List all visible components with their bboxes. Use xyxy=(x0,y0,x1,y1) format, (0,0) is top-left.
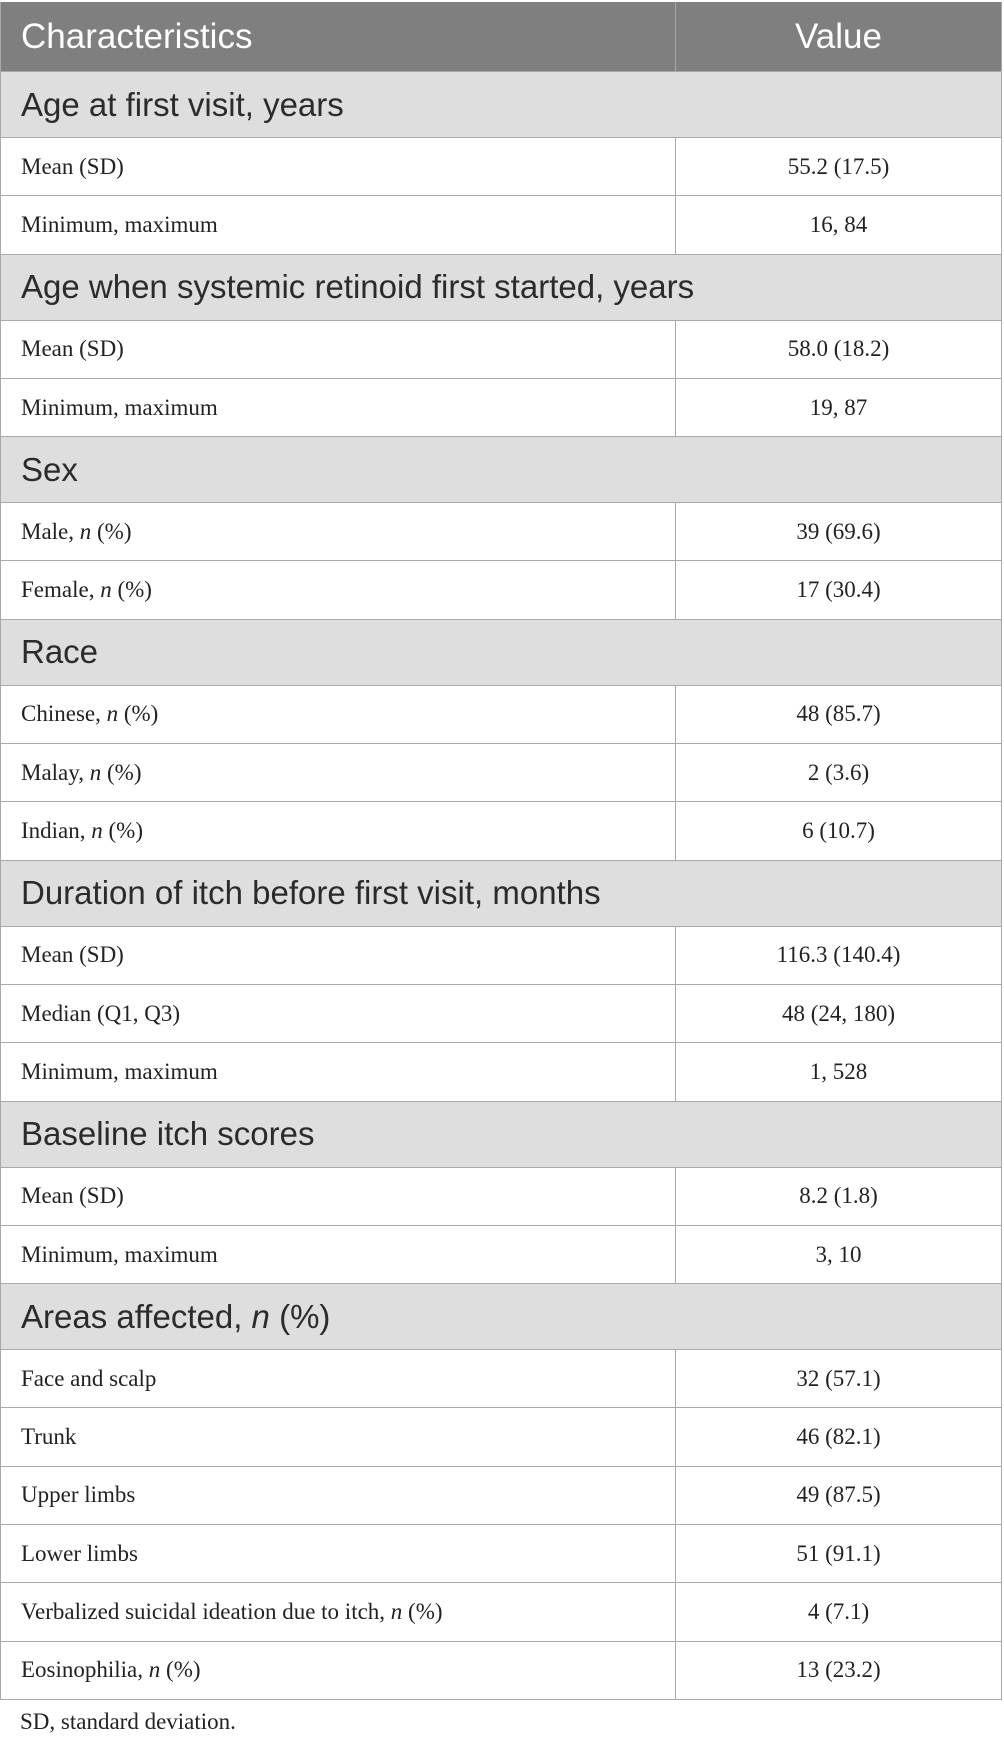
row-label xyxy=(1,1642,676,1699)
row-label-italic: n xyxy=(91,818,103,844)
row-label xyxy=(1,503,676,560)
row-label xyxy=(1,1525,676,1582)
row-value: 49 (87.5) xyxy=(796,1482,881,1508)
row-label-text: Face and scalp xyxy=(21,1365,157,1391)
row-label-italic: n xyxy=(79,518,92,544)
row-label-text: Eosinophilia, xyxy=(21,1657,149,1683)
row-value: 13 (23.2) xyxy=(796,1657,881,1683)
row-label-text: Median (Q1, Q3) xyxy=(21,1000,181,1026)
row-label-text: Minimum, maximum xyxy=(21,1241,218,1267)
section-header xyxy=(1,255,1001,321)
row-label-text: Minimum, maximum xyxy=(21,394,218,420)
row-label-italic: n xyxy=(106,701,119,727)
row-value: 48 (85.7) xyxy=(796,701,881,727)
header-characteristics: Characteristics xyxy=(1,2,676,71)
row-value: 51 (91.1) xyxy=(796,1540,881,1566)
table-row xyxy=(1,561,1001,619)
row-label-italic: n xyxy=(148,1657,161,1683)
table-row xyxy=(1,321,1001,379)
row-label-suffix: (%) xyxy=(102,818,143,844)
row-label-text: Verbalized suicidal ideation due to itch, xyxy=(21,1598,391,1624)
row-label-text: Malay, xyxy=(21,759,90,785)
section-title: Age at first visit, years xyxy=(21,85,344,123)
table-row xyxy=(1,379,1001,437)
row-label-suffix: (%) xyxy=(402,1598,443,1624)
section-title: Baseline itch scores xyxy=(21,1115,315,1153)
row-label-suffix: (%) xyxy=(118,701,159,727)
row-label xyxy=(1,802,676,859)
row-label-text: Mean (SD) xyxy=(21,942,124,968)
section-title: Age when systemic retinoid first started, years xyxy=(21,268,695,306)
row-label-italic: n xyxy=(89,759,102,785)
table-header xyxy=(1,2,1001,72)
table-row xyxy=(1,744,1001,802)
row-label-text: Upper limbs xyxy=(21,1482,136,1508)
table-footnote: SD, standard deviation. xyxy=(20,1709,236,1734)
table-row xyxy=(1,1350,1001,1408)
table-row xyxy=(1,1168,1001,1226)
row-label xyxy=(1,561,676,618)
section-header xyxy=(1,1284,1001,1350)
row-label-suffix: (%) xyxy=(160,1657,201,1683)
row-value: 6 (10.7) xyxy=(802,818,875,844)
row-label xyxy=(1,927,676,984)
row-label xyxy=(1,1043,676,1100)
table-row xyxy=(1,1525,1001,1583)
table-row xyxy=(1,1226,1001,1284)
row-label-italic: n xyxy=(100,577,112,603)
row-value: 58.0 (18.2) xyxy=(787,336,890,362)
section-title: Race xyxy=(21,633,99,671)
table-row xyxy=(1,196,1001,254)
row-label-text: Chinese, xyxy=(21,701,107,727)
row-value: 55.2 (17.5) xyxy=(787,153,890,179)
section-title: Areas affected, xyxy=(21,1297,252,1335)
row-value: 48 (24, 180) xyxy=(781,1000,896,1026)
table-row xyxy=(1,802,1001,860)
section-title-italic: n xyxy=(251,1297,270,1335)
row-label xyxy=(1,985,676,1042)
table-row xyxy=(1,1583,1001,1641)
header-value: Value xyxy=(795,16,882,56)
section-title: Duration of itch before first visit, months xyxy=(21,874,601,912)
table-row xyxy=(1,686,1001,744)
row-value: 116.3 (140.4) xyxy=(776,942,901,968)
table-row xyxy=(1,1043,1001,1101)
row-label-text: Mean (SD) xyxy=(21,153,124,179)
row-label-suffix: (%) xyxy=(101,759,142,785)
row-label xyxy=(1,138,676,195)
row-label-suffix: (%) xyxy=(111,577,152,603)
row-label-text: Minimum, maximum xyxy=(21,1058,218,1084)
row-label-text: Trunk xyxy=(21,1424,77,1450)
row-label-suffix: (%) xyxy=(91,518,132,544)
row-label xyxy=(1,1467,676,1524)
row-label-text: Lower limbs xyxy=(21,1540,138,1566)
section-title: Sex xyxy=(21,450,78,488)
row-value: 16, 84 xyxy=(809,211,868,237)
row-label xyxy=(1,379,676,436)
row-label-text: Mean (SD) xyxy=(21,1183,124,1209)
row-label xyxy=(1,196,676,253)
table-row xyxy=(1,1408,1001,1466)
section-title-suffix: (%) xyxy=(269,1297,331,1335)
table-row xyxy=(1,1467,1001,1525)
table-row xyxy=(1,503,1001,561)
table-row xyxy=(1,985,1001,1043)
row-label xyxy=(1,744,676,801)
row-label xyxy=(1,1583,676,1640)
row-value: 32 (57.1) xyxy=(796,1365,881,1391)
row-label xyxy=(1,1168,676,1225)
characteristics-table xyxy=(0,2,1002,1700)
section-header xyxy=(1,1102,1001,1168)
row-value: 39 (69.6) xyxy=(796,518,881,544)
row-label-italic: n xyxy=(390,1598,403,1624)
row-value: 17 (30.4) xyxy=(796,577,881,603)
row-label-text: Male, xyxy=(21,518,80,544)
row-value: 1, 528 xyxy=(809,1058,868,1084)
table-body xyxy=(1,72,1001,1700)
row-value: 46 (82.1) xyxy=(796,1424,881,1450)
table-row xyxy=(1,1642,1001,1700)
row-label-text: Female, xyxy=(21,577,101,603)
section-header xyxy=(1,861,1001,927)
row-value: 2 (3.6) xyxy=(807,759,870,785)
row-label xyxy=(1,686,676,743)
table-row xyxy=(1,138,1001,196)
section-header xyxy=(1,72,1001,138)
row-label xyxy=(1,1350,676,1407)
row-label xyxy=(1,1408,676,1465)
row-value: 19, 87 xyxy=(809,394,868,420)
section-header xyxy=(1,620,1001,686)
row-label-text: Mean (SD) xyxy=(21,336,124,362)
row-label-text: Indian, xyxy=(21,818,92,844)
table-row xyxy=(1,927,1001,985)
row-value: 3, 10 xyxy=(815,1241,862,1267)
section-header xyxy=(1,437,1001,503)
row-value: 8.2 (1.8) xyxy=(799,1183,878,1209)
row-label-text: Minimum, maximum xyxy=(21,211,218,237)
row-label xyxy=(1,1226,676,1283)
row-label xyxy=(1,321,676,378)
row-value: 4 (7.1) xyxy=(807,1598,870,1624)
